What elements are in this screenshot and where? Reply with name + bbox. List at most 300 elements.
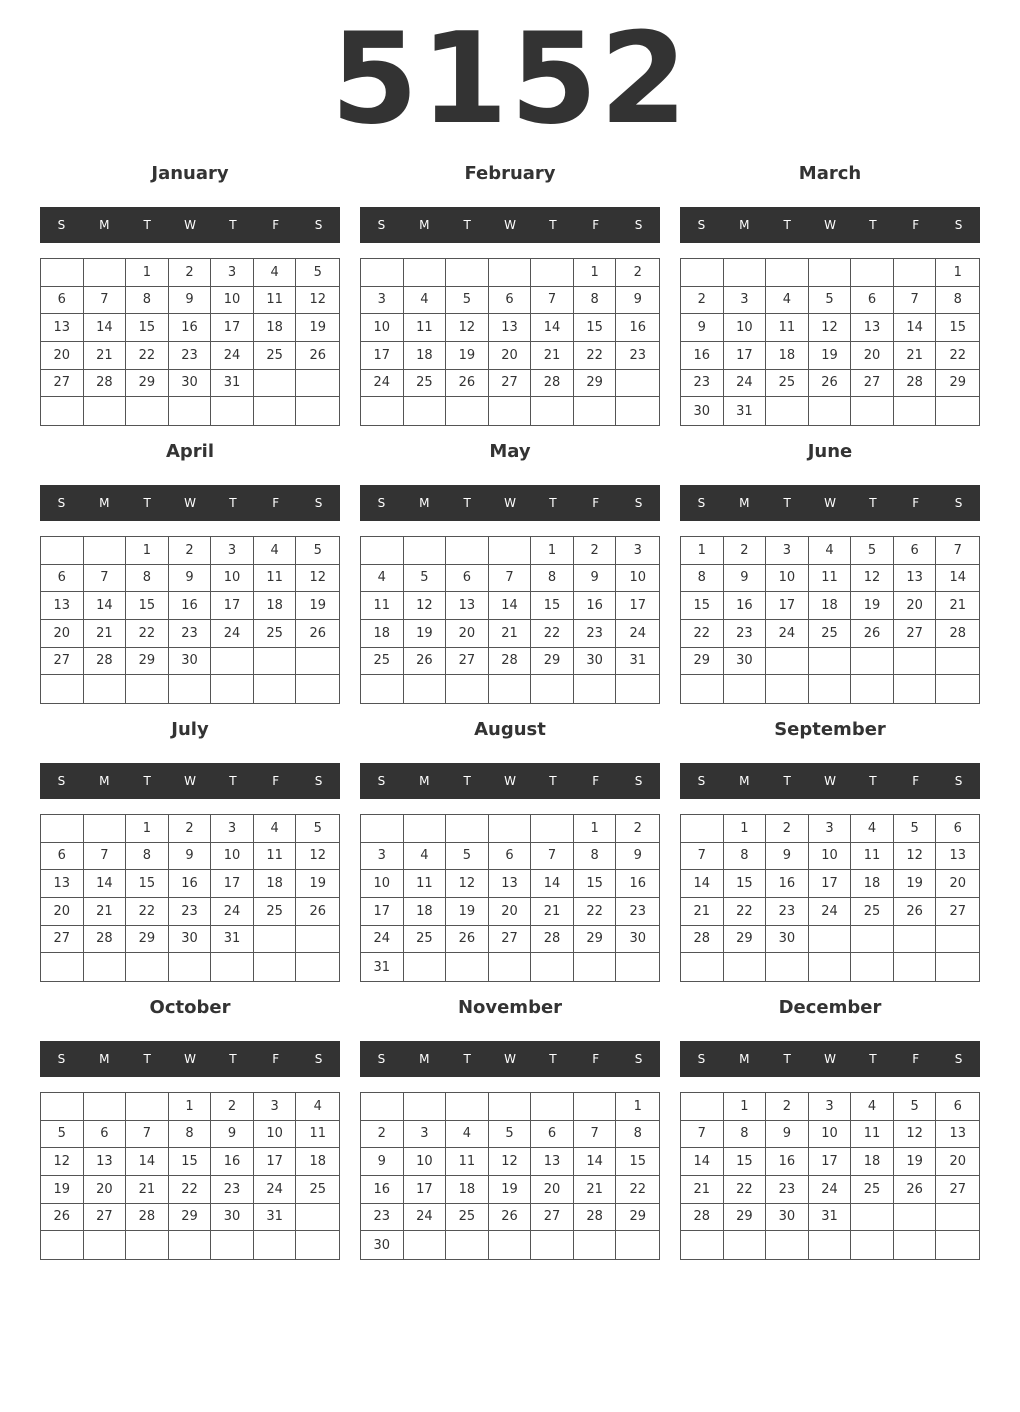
day-cell[interactable]: 25	[851, 1176, 894, 1204]
day-cell[interactable]: 9	[361, 1148, 404, 1176]
day-cell[interactable]: 24	[211, 898, 254, 926]
day-cell[interactable]: 1	[681, 537, 724, 565]
day-cell[interactable]: 31	[361, 953, 404, 981]
day-cell[interactable]: 18	[851, 1148, 894, 1176]
day-cell[interactable]: 16	[211, 1148, 254, 1176]
day-cell[interactable]: 11	[809, 565, 852, 593]
day-cell[interactable]: 3	[211, 537, 254, 565]
day-cell[interactable]: 15	[126, 592, 169, 620]
day-cell[interactable]: 13	[851, 314, 894, 342]
day-cell[interactable]: 2	[616, 259, 659, 287]
day-cell[interactable]: 8	[126, 287, 169, 315]
day-cell[interactable]: 10	[361, 870, 404, 898]
day-cell[interactable]: 3	[211, 815, 254, 843]
day-cell[interactable]: 19	[489, 1176, 532, 1204]
day-cell[interactable]: 4	[851, 815, 894, 843]
day-cell[interactable]: 12	[446, 314, 489, 342]
day-cell[interactable]: 29	[126, 370, 169, 398]
day-cell[interactable]: 30	[724, 648, 767, 676]
day-cell[interactable]: 12	[446, 870, 489, 898]
day-cell[interactable]: 19	[446, 342, 489, 370]
day-cell[interactable]: 27	[41, 370, 84, 398]
day-cell[interactable]: 21	[531, 898, 574, 926]
day-cell[interactable]: 12	[404, 592, 447, 620]
day-cell[interactable]: 20	[41, 898, 84, 926]
day-cell[interactable]: 5	[296, 815, 339, 843]
day-cell[interactable]: 6	[446, 565, 489, 593]
day-cell[interactable]: 13	[894, 565, 937, 593]
day-cell[interactable]: 21	[936, 592, 979, 620]
day-cell[interactable]: 20	[936, 870, 979, 898]
day-cell[interactable]: 12	[489, 1148, 532, 1176]
day-cell[interactable]: 26	[296, 342, 339, 370]
day-cell[interactable]: 25	[296, 1176, 339, 1204]
day-cell[interactable]: 24	[809, 898, 852, 926]
day-cell[interactable]: 26	[41, 1204, 84, 1232]
day-cell[interactable]: 14	[681, 870, 724, 898]
day-cell[interactable]: 21	[531, 342, 574, 370]
day-cell[interactable]: 4	[296, 1093, 339, 1121]
day-cell[interactable]: 26	[404, 648, 447, 676]
day-cell[interactable]: 21	[681, 1176, 724, 1204]
day-cell[interactable]: 9	[766, 1121, 809, 1149]
day-cell[interactable]: 20	[84, 1176, 127, 1204]
day-cell[interactable]: 2	[681, 287, 724, 315]
day-cell[interactable]: 13	[41, 870, 84, 898]
day-cell[interactable]: 22	[936, 342, 979, 370]
day-cell[interactable]: 9	[169, 565, 212, 593]
day-cell[interactable]: 16	[169, 592, 212, 620]
day-cell[interactable]: 3	[766, 537, 809, 565]
day-cell[interactable]: 24	[724, 370, 767, 398]
day-cell[interactable]: 14	[84, 870, 127, 898]
day-cell[interactable]: 8	[126, 565, 169, 593]
day-cell[interactable]: 16	[616, 314, 659, 342]
day-cell[interactable]: 4	[254, 537, 297, 565]
day-cell[interactable]: 24	[361, 370, 404, 398]
day-cell[interactable]: 10	[724, 314, 767, 342]
day-cell[interactable]: 15	[724, 870, 767, 898]
day-cell[interactable]: 30	[766, 1204, 809, 1232]
day-cell[interactable]: 14	[681, 1148, 724, 1176]
day-cell[interactable]: 7	[681, 1121, 724, 1149]
day-cell[interactable]: 3	[616, 537, 659, 565]
day-cell[interactable]: 28	[489, 648, 532, 676]
day-cell[interactable]: 1	[724, 1093, 767, 1121]
day-cell[interactable]: 17	[211, 314, 254, 342]
day-cell[interactable]: 19	[296, 314, 339, 342]
day-cell[interactable]: 23	[681, 370, 724, 398]
day-cell[interactable]: 27	[489, 926, 532, 954]
day-cell[interactable]: 29	[126, 648, 169, 676]
day-cell[interactable]: 14	[531, 314, 574, 342]
day-cell[interactable]: 22	[616, 1176, 659, 1204]
day-cell[interactable]: 15	[616, 1148, 659, 1176]
day-cell[interactable]: 8	[126, 843, 169, 871]
day-cell[interactable]: 24	[211, 342, 254, 370]
day-cell[interactable]: 9	[724, 565, 767, 593]
day-cell[interactable]: 31	[809, 1204, 852, 1232]
day-cell[interactable]: 8	[724, 1121, 767, 1149]
day-cell[interactable]: 7	[531, 287, 574, 315]
day-cell[interactable]: 29	[724, 926, 767, 954]
day-cell[interactable]: 28	[894, 370, 937, 398]
day-cell[interactable]: 11	[404, 314, 447, 342]
day-cell[interactable]: 10	[809, 843, 852, 871]
day-cell[interactable]: 3	[724, 287, 767, 315]
day-cell[interactable]: 25	[404, 926, 447, 954]
day-cell[interactable]: 23	[616, 898, 659, 926]
day-cell[interactable]: 24	[361, 926, 404, 954]
day-cell[interactable]: 31	[616, 648, 659, 676]
day-cell[interactable]: 29	[531, 648, 574, 676]
day-cell[interactable]: 21	[84, 620, 127, 648]
day-cell[interactable]: 28	[84, 648, 127, 676]
day-cell[interactable]: 10	[361, 314, 404, 342]
day-cell[interactable]: 9	[574, 565, 617, 593]
day-cell[interactable]: 6	[489, 843, 532, 871]
day-cell[interactable]: 17	[766, 592, 809, 620]
day-cell[interactable]: 23	[616, 342, 659, 370]
day-cell[interactable]: 27	[446, 648, 489, 676]
day-cell[interactable]: 13	[446, 592, 489, 620]
day-cell[interactable]: 7	[84, 565, 127, 593]
day-cell[interactable]: 25	[254, 898, 297, 926]
day-cell[interactable]: 31	[211, 370, 254, 398]
day-cell[interactable]: 29	[681, 648, 724, 676]
day-cell[interactable]: 28	[126, 1204, 169, 1232]
day-cell[interactable]: 5	[446, 843, 489, 871]
day-cell[interactable]: 18	[809, 592, 852, 620]
day-cell[interactable]: 15	[681, 592, 724, 620]
day-cell[interactable]: 17	[809, 1148, 852, 1176]
day-cell[interactable]: 12	[296, 843, 339, 871]
day-cell[interactable]: 28	[84, 926, 127, 954]
day-cell[interactable]: 17	[616, 592, 659, 620]
day-cell[interactable]: 6	[851, 287, 894, 315]
day-cell[interactable]: 6	[936, 1093, 979, 1121]
day-cell[interactable]: 6	[936, 815, 979, 843]
day-cell[interactable]: 26	[446, 370, 489, 398]
day-cell[interactable]: 31	[211, 926, 254, 954]
day-cell[interactable]: 31	[254, 1204, 297, 1232]
day-cell[interactable]: 16	[574, 592, 617, 620]
day-cell[interactable]: 20	[489, 898, 532, 926]
day-cell[interactable]: 19	[404, 620, 447, 648]
day-cell[interactable]: 4	[446, 1121, 489, 1149]
day-cell[interactable]: 9	[211, 1121, 254, 1149]
day-cell[interactable]: 21	[681, 898, 724, 926]
day-cell[interactable]: 22	[126, 342, 169, 370]
day-cell[interactable]: 21	[84, 342, 127, 370]
day-cell[interactable]: 28	[531, 926, 574, 954]
day-cell[interactable]: 29	[126, 926, 169, 954]
day-cell[interactable]: 4	[766, 287, 809, 315]
day-cell[interactable]: 25	[766, 370, 809, 398]
day-cell[interactable]: 17	[724, 342, 767, 370]
day-cell[interactable]: 10	[254, 1121, 297, 1149]
day-cell[interactable]: 29	[169, 1204, 212, 1232]
day-cell[interactable]: 9	[169, 843, 212, 871]
day-cell[interactable]: 1	[169, 1093, 212, 1121]
day-cell[interactable]: 19	[894, 870, 937, 898]
day-cell[interactable]: 16	[681, 342, 724, 370]
day-cell[interactable]: 14	[84, 314, 127, 342]
day-cell[interactable]: 19	[41, 1176, 84, 1204]
day-cell[interactable]: 3	[361, 843, 404, 871]
day-cell[interactable]: 16	[616, 870, 659, 898]
day-cell[interactable]: 13	[531, 1148, 574, 1176]
day-cell[interactable]: 16	[169, 870, 212, 898]
day-cell[interactable]: 15	[936, 314, 979, 342]
day-cell[interactable]: 30	[574, 648, 617, 676]
day-cell[interactable]: 6	[894, 537, 937, 565]
day-cell[interactable]: 14	[936, 565, 979, 593]
day-cell[interactable]: 13	[41, 592, 84, 620]
day-cell[interactable]: 29	[724, 1204, 767, 1232]
day-cell[interactable]: 15	[531, 592, 574, 620]
day-cell[interactable]: 26	[851, 620, 894, 648]
day-cell[interactable]: 18	[446, 1176, 489, 1204]
day-cell[interactable]: 21	[894, 342, 937, 370]
day-cell[interactable]: 26	[894, 898, 937, 926]
day-cell[interactable]: 5	[894, 815, 937, 843]
day-cell[interactable]: 14	[894, 314, 937, 342]
day-cell[interactable]: 27	[84, 1204, 127, 1232]
day-cell[interactable]: 26	[446, 926, 489, 954]
day-cell[interactable]: 5	[851, 537, 894, 565]
day-cell[interactable]: 25	[254, 342, 297, 370]
day-cell[interactable]: 30	[211, 1204, 254, 1232]
day-cell[interactable]: 2	[574, 537, 617, 565]
day-cell[interactable]: 19	[446, 898, 489, 926]
day-cell[interactable]: 21	[126, 1176, 169, 1204]
day-cell[interactable]: 3	[404, 1121, 447, 1149]
day-cell[interactable]: 29	[936, 370, 979, 398]
day-cell[interactable]: 12	[809, 314, 852, 342]
day-cell[interactable]: 18	[361, 620, 404, 648]
day-cell[interactable]: 11	[254, 843, 297, 871]
day-cell[interactable]: 27	[41, 926, 84, 954]
day-cell[interactable]: 25	[809, 620, 852, 648]
day-cell[interactable]: 7	[489, 565, 532, 593]
day-cell[interactable]: 24	[616, 620, 659, 648]
day-cell[interactable]: 16	[169, 314, 212, 342]
day-cell[interactable]: 9	[616, 843, 659, 871]
day-cell[interactable]: 23	[574, 620, 617, 648]
day-cell[interactable]: 28	[84, 370, 127, 398]
day-cell[interactable]: 23	[211, 1176, 254, 1204]
day-cell[interactable]: 1	[531, 537, 574, 565]
day-cell[interactable]: 11	[766, 314, 809, 342]
day-cell[interactable]: 2	[169, 259, 212, 287]
day-cell[interactable]: 23	[766, 898, 809, 926]
day-cell[interactable]: 27	[531, 1204, 574, 1232]
day-cell[interactable]: 20	[446, 620, 489, 648]
day-cell[interactable]: 8	[724, 843, 767, 871]
day-cell[interactable]: 1	[724, 815, 767, 843]
day-cell[interactable]: 19	[809, 342, 852, 370]
day-cell[interactable]: 29	[574, 370, 617, 398]
day-cell[interactable]: 28	[574, 1204, 617, 1232]
day-cell[interactable]: 10	[766, 565, 809, 593]
day-cell[interactable]: 5	[296, 259, 339, 287]
day-cell[interactable]: 4	[404, 843, 447, 871]
day-cell[interactable]: 7	[84, 287, 127, 315]
day-cell[interactable]: 18	[254, 870, 297, 898]
day-cell[interactable]: 26	[809, 370, 852, 398]
day-cell[interactable]: 1	[126, 815, 169, 843]
day-cell[interactable]: 14	[84, 592, 127, 620]
day-cell[interactable]: 22	[574, 898, 617, 926]
day-cell[interactable]: 5	[41, 1121, 84, 1149]
day-cell[interactable]: 17	[809, 870, 852, 898]
day-cell[interactable]: 2	[361, 1121, 404, 1149]
day-cell[interactable]: 15	[169, 1148, 212, 1176]
day-cell[interactable]: 31	[724, 397, 767, 425]
day-cell[interactable]: 3	[809, 815, 852, 843]
day-cell[interactable]: 12	[894, 843, 937, 871]
day-cell[interactable]: 2	[169, 815, 212, 843]
day-cell[interactable]: 18	[851, 870, 894, 898]
day-cell[interactable]: 5	[894, 1093, 937, 1121]
day-cell[interactable]: 17	[254, 1148, 297, 1176]
day-cell[interactable]: 9	[169, 287, 212, 315]
day-cell[interactable]: 27	[489, 370, 532, 398]
day-cell[interactable]: 25	[361, 648, 404, 676]
day-cell[interactable]: 11	[296, 1121, 339, 1149]
day-cell[interactable]: 22	[724, 1176, 767, 1204]
day-cell[interactable]: 6	[41, 565, 84, 593]
day-cell[interactable]: 18	[404, 342, 447, 370]
day-cell[interactable]: 23	[724, 620, 767, 648]
day-cell[interactable]: 30	[169, 648, 212, 676]
day-cell[interactable]: 19	[894, 1148, 937, 1176]
day-cell[interactable]: 3	[211, 259, 254, 287]
day-cell[interactable]: 20	[936, 1148, 979, 1176]
day-cell[interactable]: 8	[936, 287, 979, 315]
day-cell[interactable]: 30	[361, 1231, 404, 1259]
day-cell[interactable]: 28	[531, 370, 574, 398]
day-cell[interactable]: 6	[84, 1121, 127, 1149]
day-cell[interactable]: 13	[936, 843, 979, 871]
day-cell[interactable]: 30	[169, 370, 212, 398]
day-cell[interactable]: 22	[126, 620, 169, 648]
day-cell[interactable]: 23	[169, 620, 212, 648]
day-cell[interactable]: 7	[574, 1121, 617, 1149]
day-cell[interactable]: 10	[616, 565, 659, 593]
day-cell[interactable]: 4	[809, 537, 852, 565]
day-cell[interactable]: 26	[894, 1176, 937, 1204]
day-cell[interactable]: 7	[936, 537, 979, 565]
day-cell[interactable]: 1	[574, 259, 617, 287]
day-cell[interactable]: 13	[41, 314, 84, 342]
day-cell[interactable]: 12	[296, 287, 339, 315]
day-cell[interactable]: 1	[936, 259, 979, 287]
day-cell[interactable]: 20	[41, 342, 84, 370]
day-cell[interactable]: 8	[169, 1121, 212, 1149]
day-cell[interactable]: 18	[404, 898, 447, 926]
day-cell[interactable]: 20	[851, 342, 894, 370]
day-cell[interactable]: 2	[724, 537, 767, 565]
day-cell[interactable]: 5	[296, 537, 339, 565]
day-cell[interactable]: 12	[296, 565, 339, 593]
day-cell[interactable]: 6	[41, 287, 84, 315]
day-cell[interactable]: 18	[254, 592, 297, 620]
day-cell[interactable]: 2	[766, 1093, 809, 1121]
day-cell[interactable]: 24	[809, 1176, 852, 1204]
day-cell[interactable]: 1	[574, 815, 617, 843]
day-cell[interactable]: 12	[41, 1148, 84, 1176]
day-cell[interactable]: 22	[531, 620, 574, 648]
day-cell[interactable]: 21	[84, 898, 127, 926]
day-cell[interactable]: 10	[211, 287, 254, 315]
day-cell[interactable]: 25	[404, 370, 447, 398]
day-cell[interactable]: 4	[361, 565, 404, 593]
day-cell[interactable]: 29	[616, 1204, 659, 1232]
day-cell[interactable]: 6	[489, 287, 532, 315]
day-cell[interactable]: 7	[126, 1121, 169, 1149]
day-cell[interactable]: 14	[126, 1148, 169, 1176]
day-cell[interactable]: 14	[574, 1148, 617, 1176]
day-cell[interactable]: 19	[851, 592, 894, 620]
day-cell[interactable]: 13	[936, 1121, 979, 1149]
day-cell[interactable]: 30	[766, 926, 809, 954]
day-cell[interactable]: 4	[404, 287, 447, 315]
day-cell[interactable]: 9	[766, 843, 809, 871]
day-cell[interactable]: 23	[169, 898, 212, 926]
day-cell[interactable]: 26	[296, 898, 339, 926]
day-cell[interactable]: 4	[851, 1093, 894, 1121]
day-cell[interactable]: 24	[404, 1204, 447, 1232]
day-cell[interactable]: 28	[681, 926, 724, 954]
day-cell[interactable]: 22	[681, 620, 724, 648]
day-cell[interactable]: 27	[851, 370, 894, 398]
day-cell[interactable]: 11	[404, 870, 447, 898]
day-cell[interactable]: 24	[254, 1176, 297, 1204]
day-cell[interactable]: 27	[41, 648, 84, 676]
day-cell[interactable]: 30	[169, 926, 212, 954]
day-cell[interactable]: 8	[574, 843, 617, 871]
day-cell[interactable]: 8	[681, 565, 724, 593]
day-cell[interactable]: 11	[361, 592, 404, 620]
day-cell[interactable]: 11	[851, 843, 894, 871]
day-cell[interactable]: 10	[809, 1121, 852, 1149]
day-cell[interactable]: 16	[724, 592, 767, 620]
day-cell[interactable]: 9	[616, 287, 659, 315]
day-cell[interactable]: 23	[169, 342, 212, 370]
day-cell[interactable]: 1	[126, 259, 169, 287]
day-cell[interactable]: 20	[41, 620, 84, 648]
day-cell[interactable]: 4	[254, 259, 297, 287]
day-cell[interactable]: 30	[616, 926, 659, 954]
day-cell[interactable]: 7	[681, 843, 724, 871]
day-cell[interactable]: 17	[361, 342, 404, 370]
day-cell[interactable]: 13	[84, 1148, 127, 1176]
day-cell[interactable]: 3	[254, 1093, 297, 1121]
day-cell[interactable]: 27	[894, 620, 937, 648]
day-cell[interactable]: 26	[296, 620, 339, 648]
day-cell[interactable]: 15	[574, 314, 617, 342]
day-cell[interactable]: 25	[254, 620, 297, 648]
day-cell[interactable]: 17	[211, 870, 254, 898]
day-cell[interactable]: 12	[894, 1121, 937, 1149]
day-cell[interactable]: 6	[41, 843, 84, 871]
day-cell[interactable]: 6	[531, 1121, 574, 1149]
day-cell[interactable]: 3	[809, 1093, 852, 1121]
day-cell[interactable]: 24	[766, 620, 809, 648]
day-cell[interactable]: 24	[211, 620, 254, 648]
